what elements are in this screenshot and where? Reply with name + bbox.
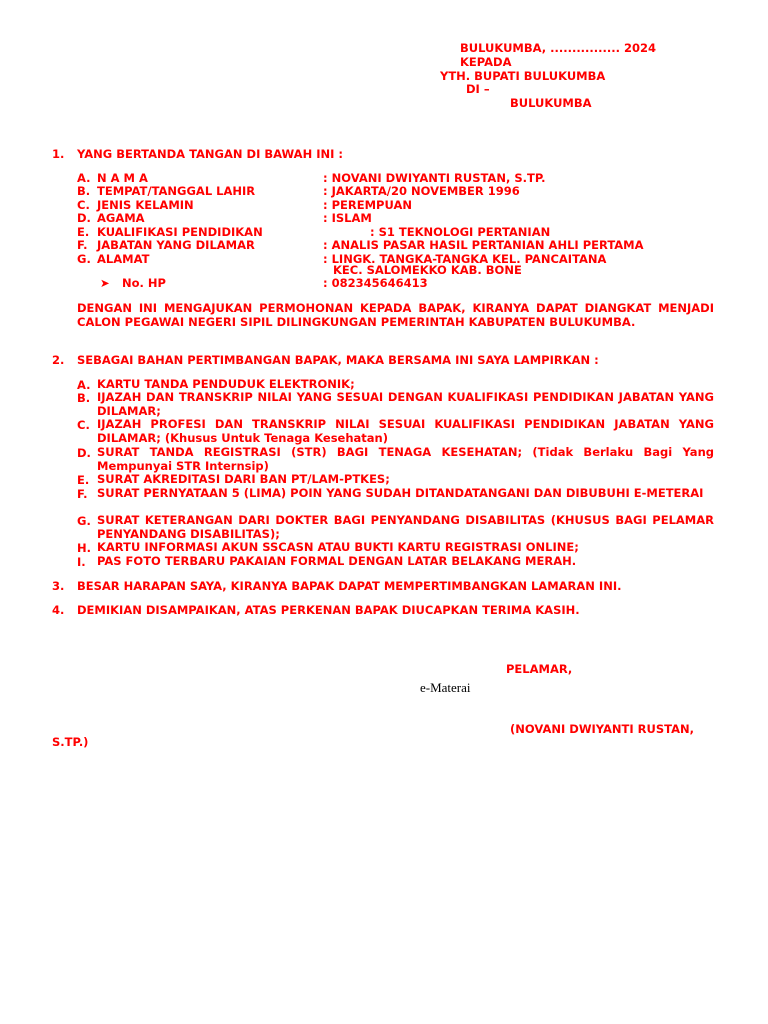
signature-role: PELAMAR,: [506, 662, 573, 676]
item-letter: F.: [77, 487, 88, 501]
item-letter: E.: [77, 473, 90, 487]
item-letter: A.: [77, 378, 91, 392]
field-label: AGAMA: [97, 211, 145, 225]
field-value: : LINGK. TANGKA-TANGKA KEL. PANCAITANA: [323, 252, 607, 266]
to-label: KEPADA: [460, 55, 512, 69]
field-letter: C.: [77, 198, 90, 212]
field-label: KUALIFIKASI PENDIDIKAN: [97, 225, 263, 239]
field-letter: B.: [77, 184, 91, 198]
section-3-number: 3.: [52, 579, 65, 593]
item-text: SURAT AKREDITASI DARI BAN PT/LAM-PTKES;: [97, 472, 390, 486]
item-text: KARTU INFORMASI AKUN SSCASN ATAU BUKTI KARTU REGISTRASI ONLINE;: [97, 540, 579, 554]
field-letter: G.: [77, 252, 91, 266]
item-text: PAS FOTO TERBARU PAKAIAN FORMAL DENGAN LATAR BELAKANG MERAH.: [97, 554, 577, 568]
field-value: : S1 TEKNOLOGI PERTANIAN: [370, 225, 551, 239]
field-label: TEMPAT/TANGGAL LAHIR: [97, 184, 256, 198]
section-4-text: DEMIKIAN DISAMPAIKAN, ATAS PERKENAN BAPAK DIUCAPKAN TERIMA KASIH.: [77, 603, 580, 617]
item-text: SURAT KETERANGAN DARI DOKTER BAGI PENYANDANG DISABILITAS (KHUSUS BAGI PELAMAR PENYANDANG DISABILITAS);: [97, 513, 714, 541]
section-3-text: BESAR HARAPAN SAYA, KIRANYA BAPAK DAPAT MEMPERTIMBANGKAN LAMARAN INI.: [77, 579, 622, 593]
city: BULUKUMBA: [510, 96, 592, 110]
at-label: DI –: [466, 82, 490, 96]
place-date: BULUKUMBA, ................ 2024: [460, 41, 657, 55]
item-letter: B.: [77, 391, 91, 405]
section-1-title: YANG BERTANDA TANGAN DI BAWAH INI :: [77, 147, 343, 161]
item-text: IJAZAH DAN TRANSKRIP NILAI YANG SESUAI DENGAN KUALIFIKASI PENDIDIKAN JABATAN YANG DILAMAR;: [97, 390, 714, 418]
item-letter: C.: [77, 418, 90, 432]
field-letter: D.: [77, 211, 91, 225]
item-letter: I.: [77, 555, 86, 569]
section-1-number: 1.: [52, 147, 65, 161]
addressee: YTH. BUPATI BULUKUMBA: [440, 69, 606, 83]
section-2-number: 2.: [52, 353, 65, 367]
arrow-bullet-icon: ➤: [100, 276, 110, 290]
phone-value: : 082345646413: [323, 276, 428, 290]
field-value: : ISLAM: [323, 211, 372, 225]
item-text: KARTU TANDA PENDUDUK ELEKTRONIK;: [97, 377, 355, 391]
field-label: ALAMAT: [97, 252, 150, 266]
field-letter: F.: [77, 238, 88, 252]
address-line-2: KEC. SALOMEKKO KAB. BONE: [333, 263, 522, 277]
signature-name-line1: (NOVANI DWIYANTI RUSTAN,: [510, 722, 694, 736]
item-letter: H.: [77, 541, 91, 555]
field-label: N A M A: [97, 171, 148, 185]
field-value: : NOVANI DWIYANTI RUSTAN, S.TP.: [323, 171, 546, 185]
item-letter: D.: [77, 446, 91, 460]
item-text: SURAT TANDA REGISTRASI (STR) BAGI TENAGA KESEHATAN; (Tidak Berlaku Bagi Yang Mempunyai STR Internsip): [97, 445, 714, 473]
field-label: JABATAN YANG DILAMAR: [97, 238, 255, 252]
e-materai-label: e-Materai: [420, 680, 471, 695]
field-value: : ANALIS PASAR HASIL PERTANIAN AHLI PERTAMA: [323, 238, 644, 252]
signature-name-line2: S.TP.): [52, 735, 89, 749]
field-letter: A.: [77, 171, 91, 185]
item-text: SURAT PERNYATAAN 5 (LIMA) POIN YANG SUDAH DITANDATANGANI DAN DIBUBUHI E-METERAI: [97, 486, 704, 500]
section-2-title: SEBAGAI BAHAN PERTIMBANGAN BAPAK, MAKA BERSAMA INI SAYA LAMPIRKAN :: [77, 353, 599, 367]
field-letter: E.: [77, 225, 90, 239]
phone-label: No. HP: [122, 276, 166, 290]
section-4-number: 4.: [52, 603, 65, 617]
field-value: : PEREMPUAN: [323, 198, 412, 212]
item-letter: G.: [77, 514, 91, 528]
field-label: JENIS KELAMIN: [97, 198, 194, 212]
request-paragraph: DENGAN INI MENGAJUKAN PERMOHONAN KEPADA BAPAK, KIRANYA DAPAT DIANGKAT MENJADI CALON PEGAWAI NEGERI SIPIL DILINGKUNGAN PEMERINTAH KABUPATEN BULUKUMBA.: [77, 301, 714, 329]
field-value: : JAKARTA/20 NOVEMBER 1996: [323, 184, 520, 198]
item-text: IJAZAH PROFESI DAN TRANSKRIP NILAI SESUAI KUALIFIKASI PENDIDIKAN JABATAN YANG DILAMAR; (Khusus Untuk Tenaga Kesehatan): [97, 417, 714, 445]
